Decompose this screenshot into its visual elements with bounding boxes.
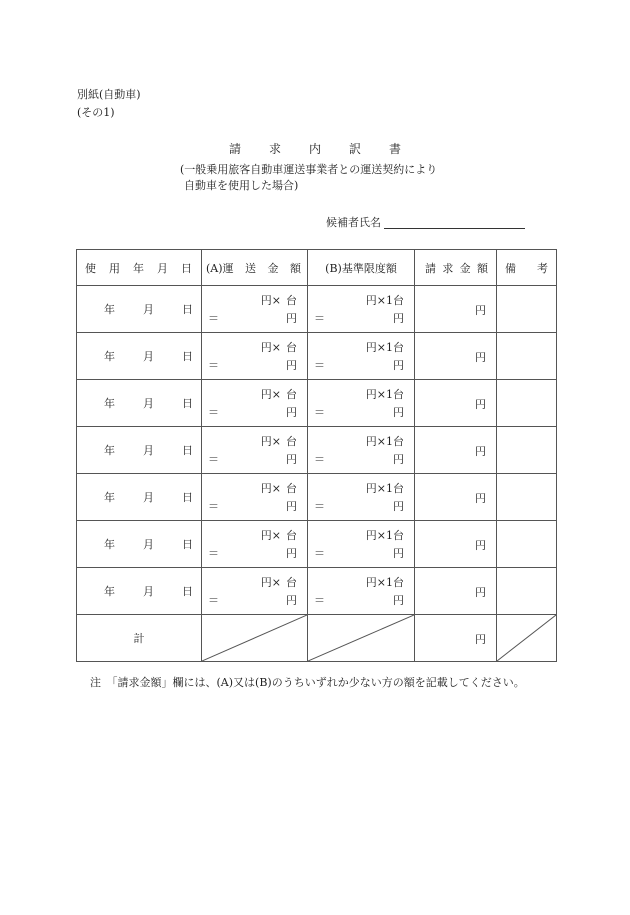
title-char: 内 xyxy=(308,142,321,156)
standard-limit-cell[interactable]: 円×1台 ＝ 円 xyxy=(308,380,415,427)
remarks-cell[interactable] xyxy=(497,427,557,474)
claim-amount-cell[interactable]: 円 xyxy=(415,333,497,380)
annex-sub-label: (その1) xyxy=(77,106,115,119)
date-cell[interactable]: 年 月 日 xyxy=(77,286,202,333)
standard-limit-cell[interactable]: 円×1台 ＝ 円 xyxy=(308,474,415,521)
header-date: 使 用 年 月 日 xyxy=(77,250,202,286)
claim-amount-cell[interactable]: 円 xyxy=(415,474,497,521)
remarks-cell[interactable] xyxy=(497,286,557,333)
header-transport-fare: (A)運 送 金 額 xyxy=(202,250,308,286)
remarks-cell[interactable] xyxy=(497,474,557,521)
table-header-row xyxy=(77,250,557,286)
total-label-cell xyxy=(77,615,202,662)
candidate-name-field[interactable] xyxy=(384,228,525,229)
transport-fare-cell[interactable]: 円× 台 ＝ 円 xyxy=(202,427,308,474)
date-cell[interactable]: 年 月 日 xyxy=(77,380,202,427)
claim-breakdown-table xyxy=(76,249,557,662)
transport-fare-cell[interactable]: 円× 台 ＝ 円 xyxy=(202,521,308,568)
remarks-cell[interactable] xyxy=(497,568,557,615)
title-char: 書 xyxy=(389,142,402,156)
total-remarks-cell xyxy=(497,615,557,662)
document-title xyxy=(0,140,630,157)
date-cell[interactable]: 年 月 日 xyxy=(77,333,202,380)
table-row xyxy=(77,521,557,568)
table-row xyxy=(77,333,557,380)
standard-limit-cell[interactable]: 円×1台 ＝ 円 xyxy=(308,521,415,568)
standard-limit-cell[interactable]: 円×1台 ＝ 円 xyxy=(308,333,415,380)
remarks-cell[interactable] xyxy=(497,521,557,568)
claim-amount-cell[interactable]: 円 xyxy=(415,427,497,474)
claim-amount-cell[interactable]: 円 xyxy=(415,521,497,568)
total-claim-amount-cell[interactable]: 円 xyxy=(415,615,497,662)
footnote: 注 「請求金額」欄には、(A)又は(B)のうちいずれか少ない方の額を記載してください。 xyxy=(90,676,525,689)
transport-fare-cell[interactable]: 円× 台 ＝ 円 xyxy=(202,286,308,333)
candidate-name-label: 候補者氏名 xyxy=(326,216,381,229)
header-remarks: 備 考 xyxy=(497,250,557,286)
diagonal-strike xyxy=(497,615,556,661)
standard-limit-cell[interactable]: 円×1台 ＝ 円 xyxy=(308,568,415,615)
remarks-cell[interactable] xyxy=(497,380,557,427)
date-cell[interactable]: 年 月 日 xyxy=(77,521,202,568)
date-cell[interactable]: 年 月 日 xyxy=(77,427,202,474)
date-cell[interactable]: 年 月 日 xyxy=(77,568,202,615)
table-row xyxy=(77,427,557,474)
standard-limit-cell[interactable]: 円×1台 ＝ 円 xyxy=(308,427,415,474)
transport-fare-cell[interactable]: 円× 台 ＝ 円 xyxy=(202,380,308,427)
title-char: 訳 xyxy=(349,142,362,156)
title-char: 請 xyxy=(228,142,241,156)
title-char: 求 xyxy=(268,142,281,156)
subtitle-line-2: 自動車を使用した場合) xyxy=(184,179,299,192)
annex-label: 別紙(自動車) xyxy=(77,88,141,101)
table-row xyxy=(77,286,557,333)
total-transport-fare-cell xyxy=(202,615,308,662)
table-row xyxy=(77,474,557,521)
claim-amount-cell[interactable]: 円 xyxy=(415,568,497,615)
total-standard-limit-cell xyxy=(308,615,415,662)
date-cell[interactable]: 年 月 日 xyxy=(77,474,202,521)
table-row xyxy=(77,380,557,427)
total-label: 計 xyxy=(133,632,145,645)
transport-fare-cell[interactable]: 円× 台 ＝ 円 xyxy=(202,568,308,615)
standard-limit-cell[interactable]: 円×1台 ＝ 円 xyxy=(308,286,415,333)
subtitle-line-1: (一般乗用旅客自動車運送事業者との運送契約により xyxy=(180,163,438,176)
diagonal-strike xyxy=(202,615,307,661)
claim-amount-cell[interactable]: 円 xyxy=(415,380,497,427)
table-row xyxy=(77,568,557,615)
transport-fare-cell[interactable]: 円× 台 ＝ 円 xyxy=(202,474,308,521)
transport-fare-cell[interactable]: 円× 台 ＝ 円 xyxy=(202,333,308,380)
header-standard-limit: (B)基準限度額 xyxy=(308,250,415,286)
claim-amount-cell[interactable]: 円 xyxy=(415,286,497,333)
total-row xyxy=(77,615,557,662)
remarks-cell[interactable] xyxy=(497,333,557,380)
header-claim-amount: 請 求 金 額 xyxy=(415,250,497,286)
diagonal-strike xyxy=(308,615,414,661)
